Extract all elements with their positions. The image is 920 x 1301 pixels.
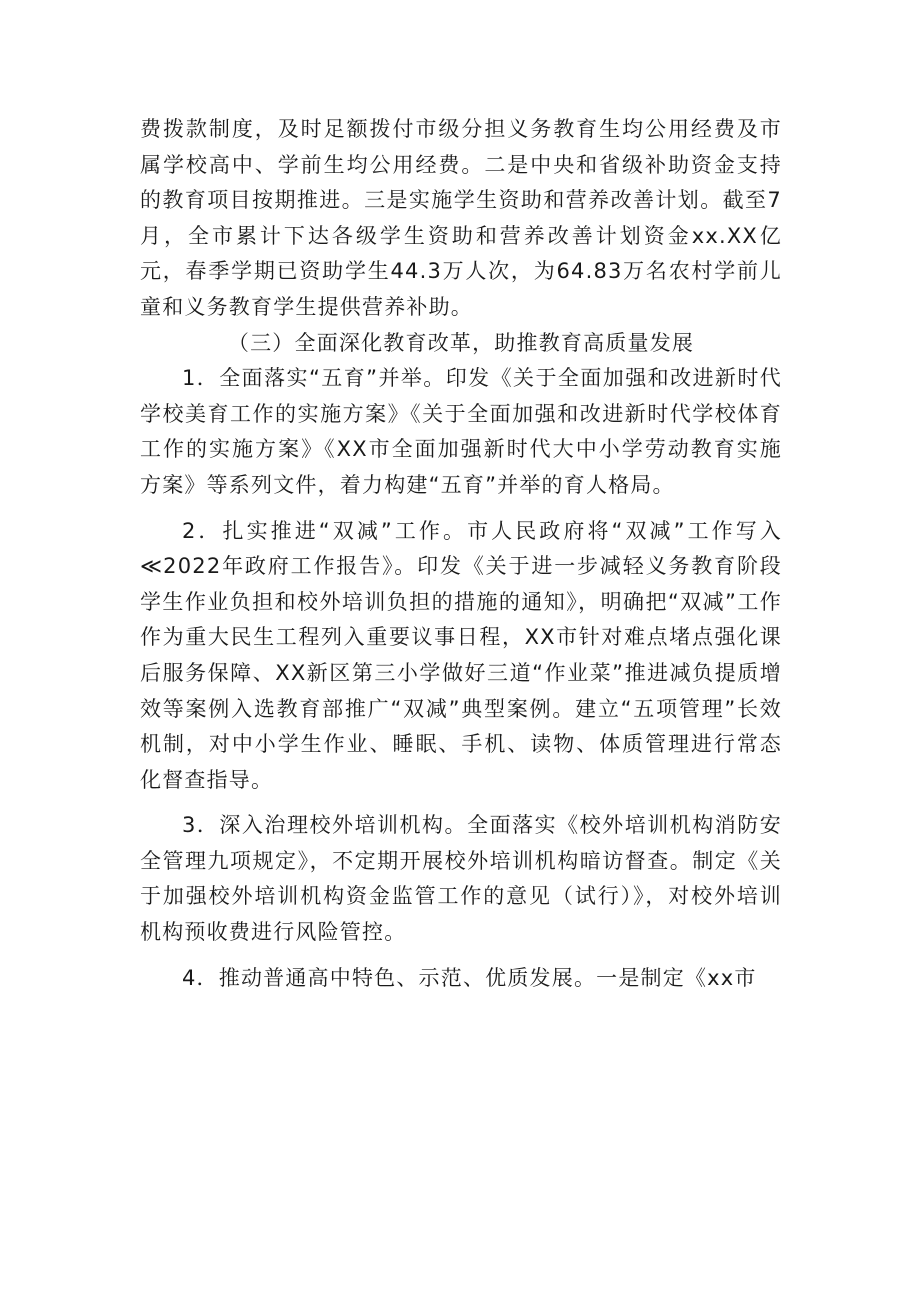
paragraph-item-4: 4．推动普通高中特色、示范、优质发展。一是制定《xx市 bbox=[182, 965, 757, 990]
document-body bbox=[140, 112, 782, 996]
paragraph-item-1: 1．全面落实“五育”并举。印发《关于全面加强和改进新时代学校美育工作的实施方案》《关于全面加强和改进新时代学校体育工作的实施方案》《XX市全面加强新时代大中小学劳动教育实施方案》等系列文件，着力构建“五育”并举的育人格局。 bbox=[140, 366, 782, 497]
section-heading-3: （三）全面深化教育改革，助推教育高质量发展 bbox=[227, 330, 695, 355]
paragraph-funding: 费拨款制度，及时足额拨付市级分担义务教育生均公用经费及市属学校高中、学前生均公用经费。二是中央和省级补助资金支持的教育项目按期推进。三是实施学生资助和营养改善计划。截至7月，全市累计下达各级学生资助和营养改善计划资金xx.XX亿元，春季学期已资助学生44.3万人次，为64.83万名农村学前儿童和义务教育学生提供营养补助。 bbox=[140, 117, 782, 319]
paragraph-item-3: 3．深入治理校外培训机构。全面落实《校外培训机构消防安全管理九项规定》，不定期开展校外培训机构暗访督查。制定《关于加强校外培训机构资金监管工作的意见（试行）》，对校外培训机构预收费进行风险管控。 bbox=[140, 813, 782, 945]
paragraph-item-2: 2．扎实推进“双减”工作。市人民政府将“双减”工作写入≪2022年政府工作报告》。印发《关于进一步减轻义务教育阶段学生作业负担和校外培训负担的措施的通知》，明确把“双减”工作作为重大民生工程列入重要议事日程，XX市针对难点堵点强化课后服务保障、XX新区第三小学做好三道“作业菜”推进减负提质增效等案例入选教育部推广“双减”典型案例。建立“五项管理”长效机制，对中小学生作业、睡眠、手机、读物、体质管理进行常态化督查指导。 bbox=[140, 518, 782, 792]
